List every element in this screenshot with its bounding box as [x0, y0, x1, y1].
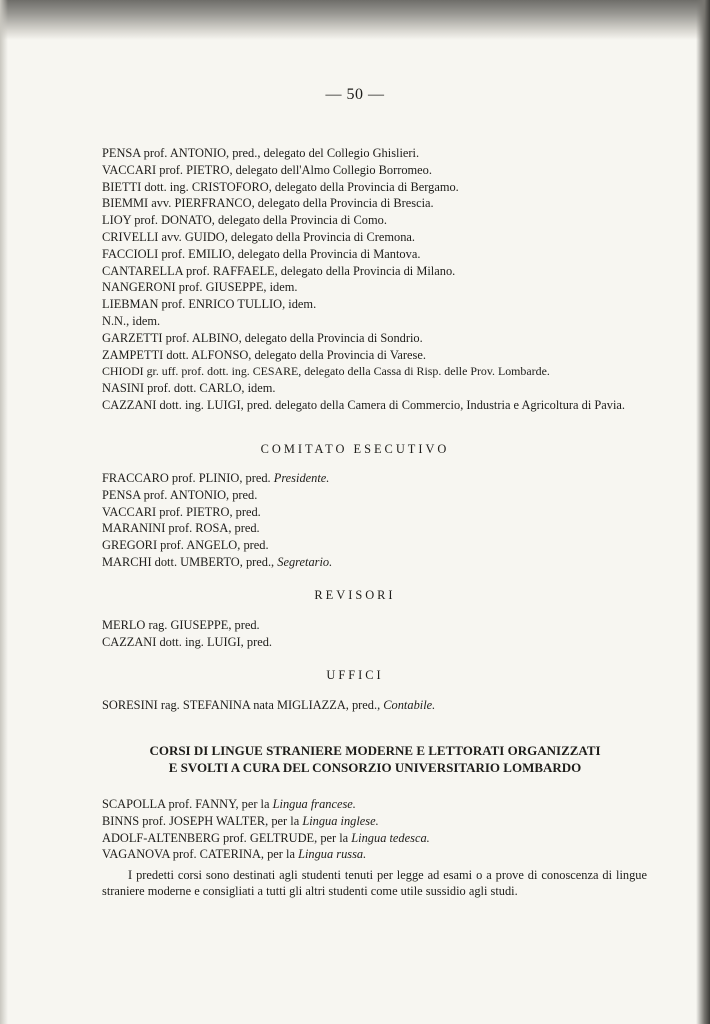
- delegate-entry: BIETTI dott. ing. CRISTOFORO, delegato della Provincia di Bergamo.: [102, 179, 459, 194]
- delegate-entry: CANTARELLA prof. RAFFAELE, delegato della Provincia di Milano.: [102, 263, 456, 278]
- delegate-entry: FACCIOLI prof. EMILIO, delegato della Provincia di Mantova.: [102, 246, 421, 261]
- delegate-entry: N.N., idem.: [102, 313, 161, 328]
- comitato-member: MARANINI prof. ROSA, pred.: [102, 521, 260, 536]
- member-role: Presidente.: [273, 471, 330, 485]
- comitato-heading: COMITATO ESECUTIVO: [260, 442, 450, 456]
- delegate-entry: GARZETTI prof. ALBINO, delegato della Provincia di Sondrio.: [102, 330, 423, 345]
- comitato-member: VACCARI prof. PIETRO, pred.: [102, 504, 261, 519]
- delegate-entry: VACCARI prof. PIETRO, delegato dell'Almo Collegio Borromeo.: [102, 162, 432, 177]
- page-number: — 50 —: [325, 86, 385, 103]
- teacher-entry: VAGANOVA prof. CATERINA, per la Lingua russa.: [102, 847, 367, 862]
- delegate-entry: BIEMMI avv. PIERFRANCO, delegato della Provincia di Brescia.: [102, 196, 434, 211]
- comitato-member: PENSA prof. ANTONIO, pred.: [102, 487, 258, 502]
- corsi-teachers-list: [102, 796, 662, 863]
- member-role: Segretario.: [277, 554, 333, 569]
- revisori-list: [102, 617, 662, 651]
- scan-shadow-left: [0, 0, 8, 1024]
- delegate-entry: NANGERONI prof. GIUSEPPE, idem.: [102, 280, 298, 295]
- teacher-language: Lingua inglese.: [302, 813, 379, 828]
- delegate-entry: LIEBMAN prof. ENRICO TULLIO, idem.: [102, 297, 317, 312]
- member-role: Contabile.: [383, 698, 436, 712]
- scan-shadow-top: [0, 0, 710, 40]
- comitato-member: MARCHI dott. UMBERTO, pred., Segretario.: [102, 554, 333, 569]
- scan-shadow-right: [696, 0, 710, 1024]
- delegates-list: [102, 145, 662, 414]
- teacher-language: Lingua russa.: [298, 847, 367, 862]
- delegate-entry: CHIODI gr. uff. prof. dott. ing. CESARE, delegato della Cassa di Risp. delle Prov. Lombarde.: [102, 364, 550, 379]
- teacher-language: Lingua tedesca.: [351, 830, 430, 845]
- revisori-heading: REVISORI: [314, 588, 396, 602]
- delegate-entry: ZAMPETTI dott. ALFONSO, delegato della Provincia di Varese.: [102, 347, 426, 362]
- delegate-entry: CRIVELLI avv. GUIDO, delegato della Provincia di Cremona.: [102, 229, 416, 244]
- teacher-language: Lingua francese.: [272, 797, 356, 811]
- teacher-entry: SCAPOLLA prof. FANNY, per la Lingua francese.: [102, 797, 356, 811]
- revisore-member: MERLO rag. GIUSEPPE, pred.: [102, 618, 260, 632]
- comitato-member: FRACCARO prof. PLINIO, pred. Presidente.: [102, 471, 330, 485]
- uffici-member: SORESINI rag. STEFANINA nata MIGLIAZZA, pred., Contabile.: [102, 698, 436, 712]
- teacher-entry: ADOLF-ALTENBERG prof. GELTRUDE, per la Lingua tedesca.: [102, 830, 430, 845]
- corsi-title-line: E SVOLTI A CURA DEL CONSORZIO UNIVERSITARIO LOMBARDO: [168, 760, 582, 775]
- uffici-heading: UFFICI: [326, 668, 384, 682]
- delegate-entry: PENSA prof. ANTONIO, pred., delegato del Collegio Ghislieri.: [102, 146, 420, 160]
- delegate-entry: NASINI prof. dott. CARLO, idem.: [102, 381, 276, 396]
- teacher-entry: BINNS prof. JOSEPH WALTER, per la Lingua inglese.: [102, 813, 379, 828]
- revisore-member: CAZZANI dott. ing. LUIGI, pred.: [102, 634, 272, 649]
- comitato-list: [102, 470, 662, 571]
- delegate-entry: LIOY prof. DONATO, delegato della Provincia di Como.: [102, 213, 387, 228]
- corsi-title: [100, 742, 650, 776]
- corsi-title-line: CORSI DI LINGUE STRANIERE MODERNE E LETTORATI ORGANIZZATI: [149, 743, 601, 758]
- comitato-member: GREGORI prof. ANGELO, pred.: [102, 538, 269, 553]
- uffici-list: [102, 697, 662, 714]
- delegate-entry: CAZZANI dott. ing. LUIGI, pred. delegato della Camera di Commercio, Industria e Agricoltura di Pavia.: [102, 397, 626, 412]
- corsi-note: I predetti corsi sono destinati agli studenti tenuti per legge ad esami o a prove di conoscenza di lingue straniere moderne e consigliati a tutti gli altri studenti come utile sussidio agli studi.: [102, 868, 647, 898]
